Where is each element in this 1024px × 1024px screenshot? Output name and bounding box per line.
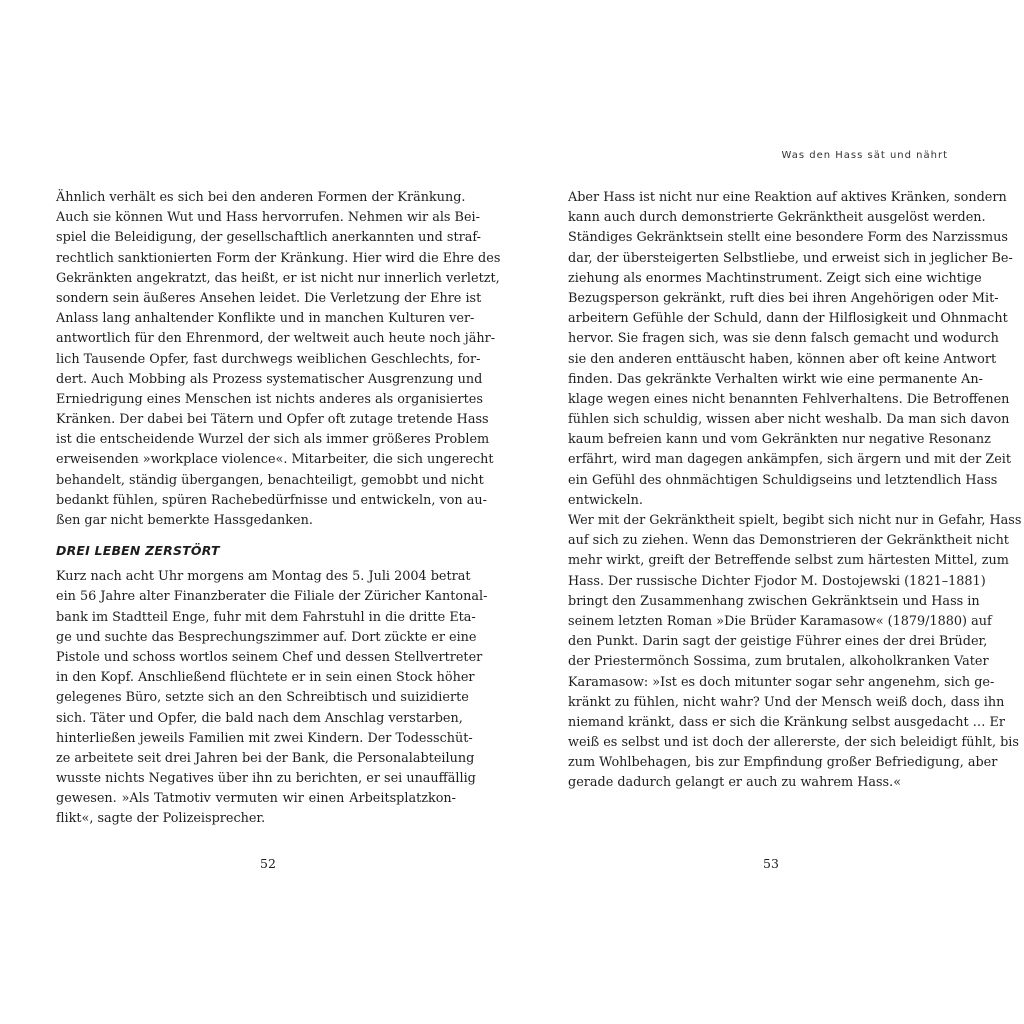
text-line: antwortlich für den Ehrenmord, der weltweit auch heute noch jähr-	[56, 331, 496, 347]
right-paragraph-2	[568, 511, 1022, 794]
text-line: behandelt, ständig übergangen, benachteiligt, gemobbt und nicht	[56, 472, 484, 488]
text-line: klage wegen eines nicht benannten Fehlverhaltens. Die Betroffenen	[568, 391, 1010, 407]
left-paragraph-2	[56, 567, 488, 829]
text-line: bringt den Zusammenhang zwischen Gekränktsein und Hass in	[568, 593, 980, 609]
text-line: Ständiges Gekränktsein stellt eine besondere Form des Narzissmus	[568, 230, 1008, 246]
text-line: in den Kopf. Anschließend flüchtete er in sein einen Stock höher	[56, 670, 475, 686]
text-line: Kränken. Der dabei bei Tätern und Opfer oft zutage tretende Hass	[56, 412, 489, 428]
right-page	[512, 0, 1024, 1024]
text-line: Kurz nach acht Uhr morgens am Montag des 5. Juli 2004 betrat	[56, 569, 471, 585]
text-line: entwickeln.	[568, 492, 643, 508]
text-line: spiel die Beleidigung, der gesellschaftlich anerkannten und straf-	[56, 230, 481, 246]
text-line: ßen gar nicht bemerkte Hassgedanken.	[56, 513, 313, 528]
text-line: Karamasow: »Ist es doch mitunter sogar sehr angenehm, sich ge-	[568, 674, 995, 690]
text-line: gewesen. »Als Tatmotiv vermuten wir einen Arbeitsplatzkon-	[56, 791, 456, 807]
text-line: seinem letzten Roman »Die Brüder Karamasow« (1879/1880) auf	[568, 613, 992, 629]
text-line: Aber Hass ist nicht nur eine Reaktion auf aktives Kränken, sondern	[568, 190, 1007, 205]
text-line: ein 56 Jahre alter Finanzberater die Filiale der Züricher Kantonal-	[56, 589, 488, 605]
text-line: Bezugsperson gekränkt, ruft dies bei ihren Angehörigen oder Mit-	[568, 290, 999, 306]
text-line: ziehung als enormes Machtinstrument. Zeigt sich eine wichtige	[568, 270, 982, 286]
text-line: Hass. Der russische Dichter Fjodor M. Dostojewski (1821–1881)	[568, 573, 986, 589]
text-line: erweisenden »workplace violence«. Mitarbeiter, die sich ungerecht	[56, 452, 494, 468]
text-line: kann auch durch demonstrierte Gekränktheit ausgelöst werden.	[568, 210, 986, 226]
text-line: niemand kränkt, dass er sich die Kränkung selbst ausgedacht … Er	[568, 714, 1006, 730]
right-paragraph-1	[568, 188, 1013, 511]
page-number: 53	[763, 856, 779, 871]
text-line: weiß es selbst und ist doch der allererste, der sich beleidigt fühlt, bis	[568, 735, 1019, 751]
text-line: hinterließen jeweils Familien mit zwei Kindern. Der Todesschüt-	[56, 730, 473, 746]
text-line: flikt«, sagte der Polizeisprecher.	[56, 811, 266, 827]
text-line: mehr wirkt, greift der Betreffende selbst zum härtesten Mittel, zum	[568, 553, 1009, 569]
running-head: Was den Hass sät und nährt	[781, 150, 948, 161]
text-line: zum Wohlbehagen, bis zur Empfindung großer Befriedigung, aber	[568, 755, 998, 771]
text-line: ge und suchte das Besprechungszimmer auf. Dort zückte er eine	[56, 629, 477, 645]
text-line: Anlass lang anhaltender Konflikte und in manchen Kulturen ver-	[56, 311, 475, 327]
text-line: ze arbeitete seit drei Jahren bei der Bank, die Personalabteilung	[56, 750, 475, 766]
text-line: bedankt fühlen, spüren Rachebedürfnisse und entwickeln, von au-	[56, 492, 487, 508]
text-line: sich. Täter und Opfer, die bald nach dem Anschlag verstarben,	[56, 710, 463, 726]
text-line: hervor. Sie fragen sich, was sie denn falsch gemacht und wodurch	[568, 331, 999, 347]
text-line: gerade dadurch gelangt er auch zu wahrem Hass.«	[568, 775, 902, 791]
text-line: Ähnlich verhält es sich bei den anderen Formen der Kränkung.	[56, 190, 466, 205]
text-line: Gekränkten angekratzt, das heißt, er ist nicht nur innerlich verletzt,	[56, 270, 500, 286]
text-line: dar, der übersteigerten Selbstliebe, und erweist sich in jeglicher Be-	[568, 250, 1013, 266]
text-line: sondern sein äußeres Ansehen leidet. Die Verletzung der Ehre ist	[56, 290, 482, 306]
text-line: sie den anderen enttäuscht haben, können aber oft keine Antwort	[568, 351, 997, 367]
text-line: ein Gefühl des ohnmächtigen Schuldigseins und letztendlich Hass	[568, 472, 998, 488]
text-line: arbeitern Gefühle der Schuld, dann der Hilflosigkeit und Ohnmacht	[568, 311, 1008, 327]
text-line: Wer mit der Gekränktheit spielt, begibt sich nicht nur in Gefahr, Hass	[568, 513, 1022, 528]
text-line: Auch sie können Wut und Hass hervorrufen. Nehmen wir als Bei-	[56, 210, 480, 226]
text-line: dert. Auch Mobbing als Prozess systematischer Ausgrenzung und	[56, 371, 483, 387]
right-text-column	[568, 188, 1022, 794]
text-line: erfährt, wird man dagegen ankämpfen, sich ärgern und mit der Zeit	[568, 452, 1012, 468]
text-line: bank im Stadtteil Enge, fuhr mit dem Fahrstuhl in die dritte Eta-	[56, 609, 476, 625]
text-line: kaum befreien kann und vom Gekränkten nur negative Resonanz	[568, 432, 991, 448]
text-line: gelegenes Büro, setzte sich an den Schreibtisch und suizidierte	[56, 690, 469, 706]
text-line: auf sich zu ziehen. Wenn das Demonstrieren der Gekränktheit nicht	[568, 533, 1009, 549]
left-text-column	[56, 188, 501, 830]
text-line: ist die entscheidende Wurzel der sich als immer größeres Problem	[56, 432, 490, 448]
text-line: kränkt zu fühlen, nicht wahr? Und der Mensch weiß doch, dass ihn	[568, 694, 1005, 710]
text-line: den Punkt. Darin sagt der geistige Führer eines der drei Brüder,	[568, 634, 988, 650]
left-paragraph-1	[56, 188, 501, 531]
text-line: wusste nichts Negatives über ihn zu berichten, er sei unauffällig	[56, 771, 476, 787]
text-line: der Priestermönch Sossima, zum brutalen, alkoholkranken Vater	[568, 654, 989, 670]
text-line: lich Tausende Opfer, fast durchwegs weiblichen Geschlechts, for-	[56, 351, 481, 367]
text-line: finden. Das gekränkte Verhalten wirkt wie eine permanente An-	[568, 371, 983, 387]
text-line: fühlen sich schuldig, wissen aber nicht weshalb. Da man sich davon	[568, 412, 1010, 428]
section-heading: DREI LEBEN ZERSTÖRT	[56, 543, 220, 559]
text-line: rechtlich sanktionierten Form der Kränkung. Hier wird die Ehre des	[56, 250, 501, 266]
page-number: 52	[260, 856, 276, 871]
text-line: Pistole und schoss wortlos seinem Chef und dessen Stellvertreter	[56, 649, 483, 665]
text-line: Erniedrigung eines Menschen ist nichts anderes als organisiertes	[56, 391, 483, 407]
